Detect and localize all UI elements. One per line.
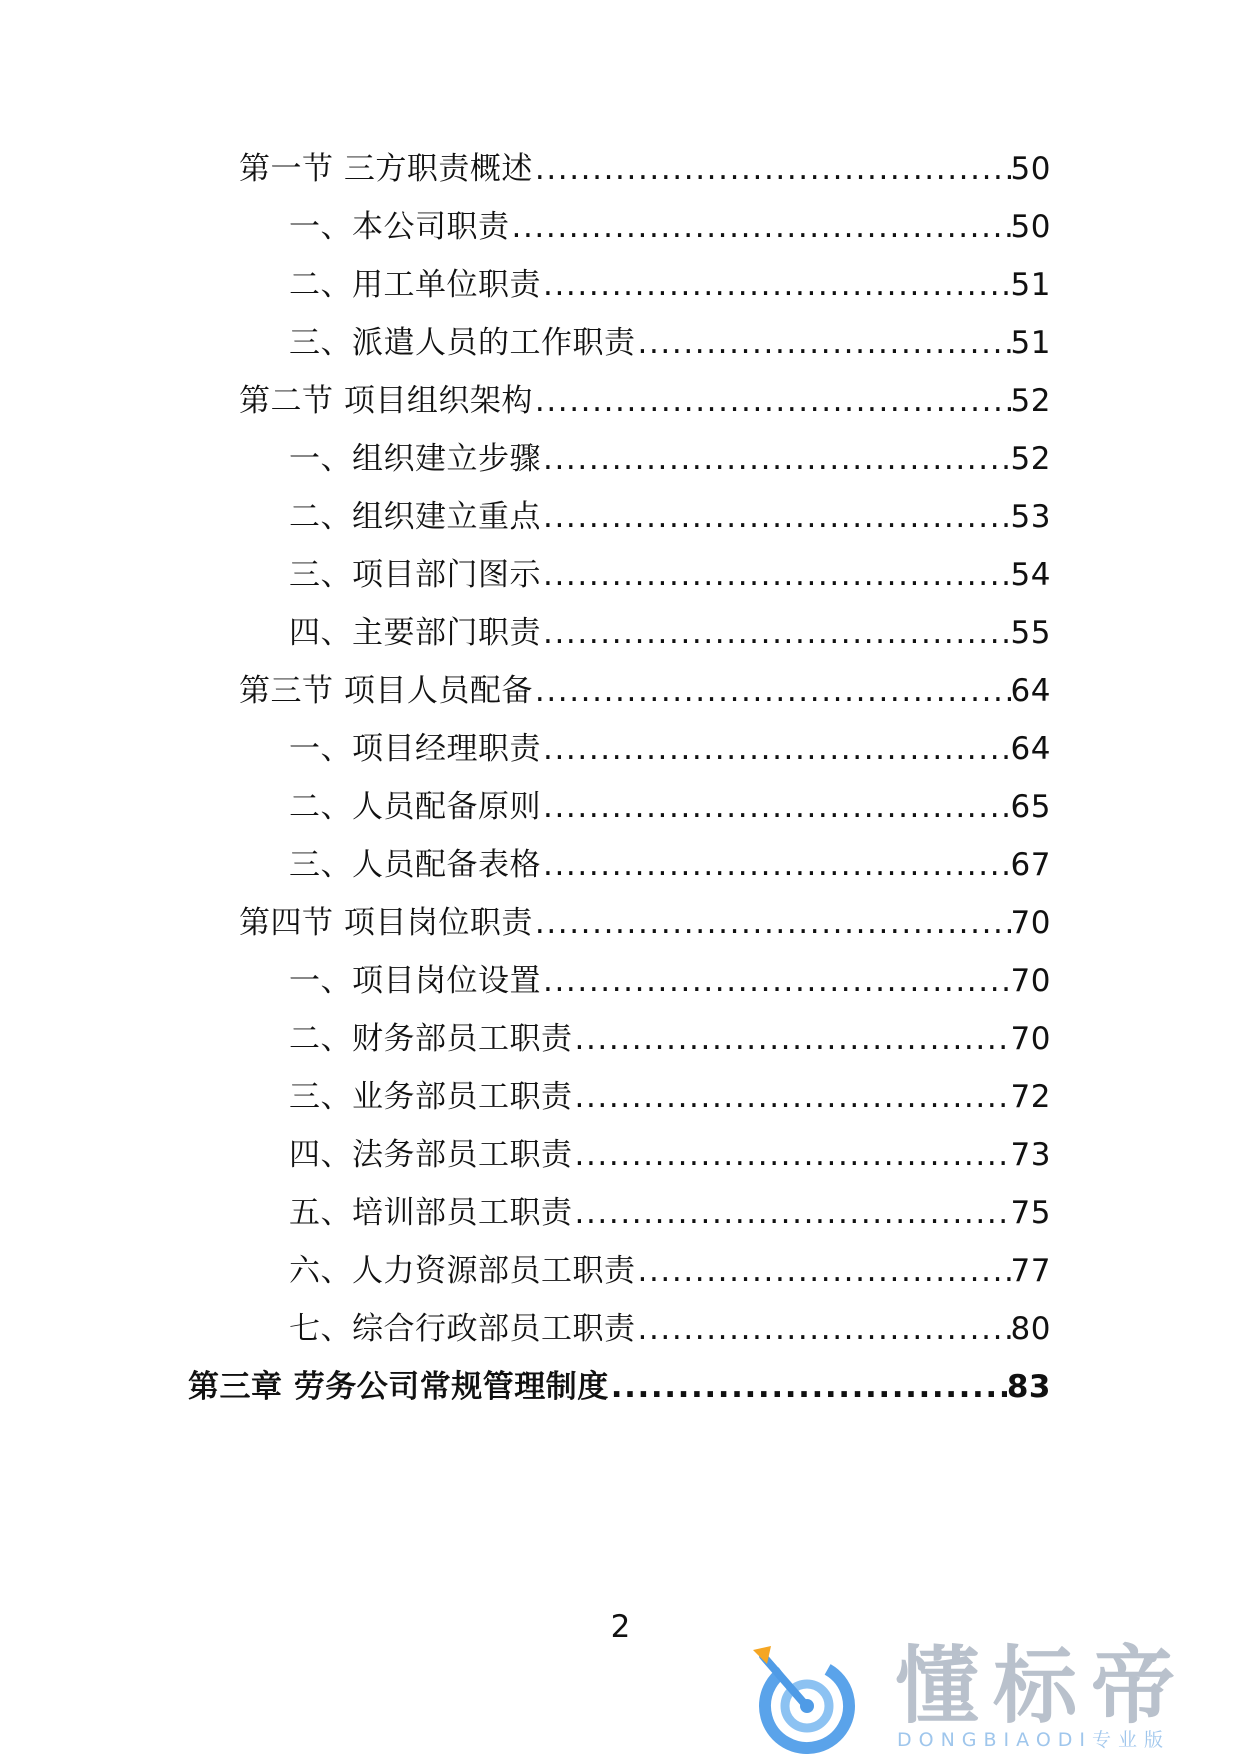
toc-entry-title: 第一节 三方职责概述: [239, 151, 533, 187]
toc-dot-leader: [636, 318, 1011, 368]
toc-entry-title: 第二节 项目组织架构: [239, 383, 533, 419]
toc-entry-title: 一、项目经理职责: [289, 731, 541, 767]
watermark-subtitle: DONGBIAODI专业版: [897, 1729, 1171, 1751]
target-arrow-icon: [745, 1636, 865, 1754]
toc-entry[interactable]: [239, 666, 1051, 716]
toc-entry[interactable]: [289, 782, 1051, 832]
toc-entry-title: 四、法务部员工职责: [289, 1137, 573, 1173]
toc-entry-page: 67: [1010, 847, 1051, 883]
toc-entry[interactable]: [289, 724, 1051, 774]
toc-entry[interactable]: [289, 608, 1051, 658]
toc-entry-title: 第四节 项目岗位职责: [239, 905, 533, 941]
toc-dot-leader: [541, 782, 1011, 832]
toc-entry-title: 三、业务部员工职责: [289, 1079, 573, 1115]
toc-dot-leader: [541, 550, 1011, 600]
toc-entry-title: 二、财务部员工职责: [289, 1021, 573, 1057]
toc-entry[interactable]: [289, 318, 1051, 368]
toc-entry[interactable]: [239, 144, 1051, 194]
toc-entry[interactable]: [289, 492, 1051, 542]
toc-entry[interactable]: [289, 550, 1051, 600]
toc-entry[interactable]: [289, 1188, 1051, 1238]
toc-dot-leader: [541, 608, 1011, 658]
toc-entry-page: 52: [1010, 383, 1051, 419]
toc-dot-leader: [573, 1014, 1011, 1064]
watermark-brand: 懂标帝: [895, 1637, 1190, 1735]
toc-entry[interactable]: [289, 840, 1051, 890]
toc-entry-page: 51: [1010, 325, 1051, 361]
toc-entry-page: 64: [1010, 673, 1051, 709]
toc-chapter-page: 83: [1006, 1369, 1051, 1405]
toc-entry-page: 65: [1010, 789, 1051, 825]
toc-entry[interactable]: [239, 898, 1051, 948]
page-number: 2: [610, 1609, 631, 1645]
toc-entry[interactable]: [289, 1014, 1051, 1064]
toc-entry[interactable]: [289, 260, 1051, 310]
toc-entry-title: 一、项目岗位设置: [289, 963, 541, 999]
toc-dot-leader: [573, 1188, 1011, 1238]
toc-entry[interactable]: [289, 1130, 1051, 1180]
toc-dot-leader: [636, 1246, 1011, 1296]
toc-entry[interactable]: [289, 1072, 1051, 1122]
toc-entry-title: 一、组织建立步骤: [289, 441, 541, 477]
toc-entry-title: 第三节 项目人员配备: [239, 673, 533, 709]
toc-entry-page: 54: [1010, 557, 1051, 593]
toc-entry[interactable]: [239, 376, 1051, 426]
toc-entry-page: 70: [1010, 905, 1051, 941]
toc-dot-leader: [541, 840, 1011, 890]
toc-dot-leader: [533, 144, 1011, 194]
watermark: [745, 1636, 1225, 1754]
toc-entry-title: 三、项目部门图示: [289, 557, 541, 593]
toc-entry-title: 三、人员配备表格: [289, 847, 541, 883]
toc-dot-leader: [533, 666, 1011, 716]
toc-entry-page: 70: [1010, 963, 1051, 999]
toc-entry-title: 二、组织建立重点: [289, 499, 541, 535]
toc-chapter-title: 第三章 劳务公司常规管理制度: [188, 1369, 609, 1405]
toc-entry-title: 六、人力资源部员工职责: [289, 1253, 636, 1289]
toc-chapter-entry[interactable]: [188, 1362, 1051, 1412]
toc-entry[interactable]: [289, 1246, 1051, 1296]
toc-dot-leader: [541, 260, 1011, 310]
toc-entry-page: 51: [1010, 267, 1051, 303]
toc-dot-leader: [541, 492, 1011, 542]
toc-entry[interactable]: [289, 956, 1051, 1006]
toc-entry-page: 50: [1010, 209, 1051, 245]
toc-entry-page: 77: [1010, 1253, 1051, 1289]
toc-dot-leader: [541, 956, 1011, 1006]
toc-dot-leader: [573, 1130, 1011, 1180]
toc-dot-leader: [533, 898, 1011, 948]
toc-entry-page: 72: [1010, 1079, 1051, 1115]
toc-entry-title: 一、本公司职责: [289, 209, 510, 245]
toc-dot-leader: [573, 1072, 1011, 1122]
toc-entry-title: 三、派遣人员的工作职责: [289, 325, 636, 361]
toc-entry-title: 四、主要部门职责: [289, 615, 541, 651]
toc-dot-leader: [510, 202, 1011, 252]
toc-dot-leader: [541, 724, 1011, 774]
toc-entry-page: 80: [1010, 1311, 1051, 1347]
toc-entry-page: 53: [1010, 499, 1051, 535]
toc-entry[interactable]: [289, 202, 1051, 252]
toc-dot-leader: [636, 1304, 1011, 1354]
toc-entry-page: 52: [1010, 441, 1051, 477]
toc-entry-page: 55: [1010, 615, 1051, 651]
toc-entry-title: 五、培训部员工职责: [289, 1195, 573, 1231]
toc-dot-leader: [541, 434, 1011, 484]
toc-entry-title: 二、用工单位职责: [289, 267, 541, 303]
toc-entry-title: 二、人员配备原则: [289, 789, 541, 825]
toc-dot-leader: [609, 1362, 1007, 1412]
toc-entry-title: 七、综合行政部员工职责: [289, 1311, 636, 1347]
toc-entry-page: 73: [1010, 1137, 1051, 1173]
toc-dot-leader: [533, 376, 1011, 426]
toc-entry-page: 50: [1010, 151, 1051, 187]
toc-entry-page: 75: [1010, 1195, 1051, 1231]
toc-entry[interactable]: [289, 1304, 1051, 1354]
toc-entry-page: 70: [1010, 1021, 1051, 1057]
toc-entry[interactable]: [289, 434, 1051, 484]
toc-entry-page: 64: [1010, 731, 1051, 767]
